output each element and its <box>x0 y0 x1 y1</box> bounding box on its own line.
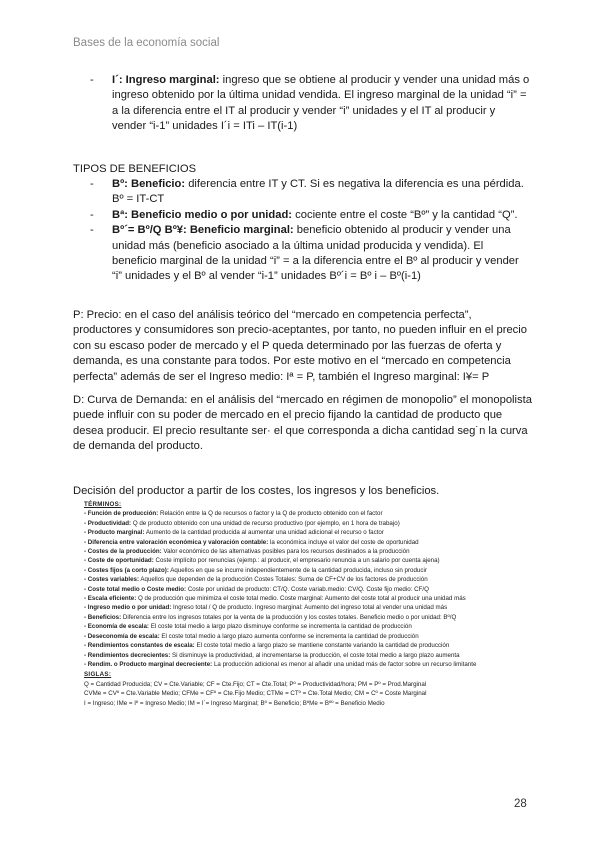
term-row <box>84 651 534 660</box>
bullet-dash: - <box>90 224 94 237</box>
term-text: Valor económico de las alternativas posibles para los recursos destinados a la producción <box>161 548 410 556</box>
term-text: El coste total medio a largo plazo aumenta conforme se incrementa la cantidad de producción <box>159 632 419 640</box>
term-text: Q de producto obtenido con una unidad de recurso productivo (por ejemplo, en 1 hora de trabajo) <box>131 519 400 527</box>
list-item <box>90 223 530 285</box>
term-row <box>84 556 534 565</box>
term-label: - Función de producción: <box>84 510 159 518</box>
term-label: - Producto marginal: <box>84 529 145 537</box>
term-label: - Escala eficiente: <box>84 595 137 603</box>
section-heading: TIPOS DE BENEFICIOS <box>73 163 197 175</box>
term-text: Coste implícito por renuncias (ejemp.: al producir, el empresario renuncia a un salario por cuenta ajena) <box>153 557 440 565</box>
term-row <box>84 519 534 528</box>
term-text: La producción adicional es menor al añadir una unidad más de factor sobre un recurso limitante <box>212 660 477 668</box>
term-row <box>84 585 534 594</box>
term-definition: cociente entre el coste “Bº” y la cantidad “Q”. <box>292 208 518 221</box>
term-row <box>84 632 534 641</box>
term-text: Q de producción que minimiza el coste total medio. Coste marginal: Aumento del coste total al producir una unidad más <box>136 595 466 603</box>
term-label: Bº´= Bº/Q Bº¥: Beneficio marginal: <box>112 224 294 237</box>
running-header: Bases de la economía social <box>73 37 220 49</box>
term-text: Coste por unidad de producto: CT/Q. Coste variab.medio: CV/Q. Coste fijo medio: CF/Q <box>186 585 429 593</box>
siglas-heading: SIGLAS: <box>84 671 112 679</box>
term-label: - Costes fijos (a corto plazo): <box>84 566 169 574</box>
term-row <box>84 547 534 556</box>
term-label: - Costes variables: <box>84 576 140 584</box>
precio-paragraph: P: Precio: en el caso del análisis teórico del “mercado en competencia perfecta”, productores y consumidores son precio-aceptantes, por tanto, no pueden influir en el precio con su escaso poder de mercado y el P queda determinado por las fuerzas de oferta y demanda, es una constante para todos. Por este motivo en el “mercado en competencia perfecta” además de ser el Ingreso medio: Iª = P, también el Ingreso marginal: I¥= P <box>73 309 527 383</box>
term-label: - Rendimientos decrecientes: <box>84 651 171 659</box>
term-text: Aquellos en que se incurre independientemente de la cantidad producida, incluso sin producir <box>168 566 427 574</box>
term-row <box>84 594 534 603</box>
term-text: El coste total medio a largo plazo se mantiene constante variando la cantidad de producción <box>194 642 450 650</box>
term-label: - Rendimientos constantes de escala: <box>84 642 195 650</box>
term-text: Ingreso total / Q de producto. Ingreso marginal: Aumento del ingreso total al vender una unidad más <box>171 604 448 612</box>
bullet-dash: - <box>90 74 94 86</box>
decision-title: Decisión del productor a partir de los costes, los ingresos y los beneficios. <box>73 485 440 497</box>
term-label: I´: Ingreso marginal: <box>112 74 220 86</box>
term-label: - Coste de oportunidad: <box>84 557 154 565</box>
term-label: - Productividad: <box>84 519 132 527</box>
term-row <box>84 509 534 518</box>
term-row <box>84 528 534 537</box>
sigla-row: Q = Cantidad Producida; CV = Cte.Variable; CF = Cte.Fijo; CT = Cte.Total; Pº = Productividad/hora; PM = Pº = Prod.Marginal <box>84 680 427 688</box>
sigla-row: I = Ingreso; IMe = Iº = Ingreso Medio; IM = I´= Ingreso Marginal; Bº = Beneficio; BºMe = Bºº = Beneficio Medio <box>84 699 385 707</box>
term-text: Aumento de la cantidad producida al aumentar una unidad adicional el recurso o factor <box>144 529 384 537</box>
term-label: - Coste total medio o Coste medio: <box>84 585 187 593</box>
term-label: - Beneficios: <box>84 613 122 621</box>
term-definition: diferencia entre IT y CT. Si es negativa la diferencia es una pérdida. Bº = IT-CT <box>112 178 524 206</box>
terminos-heading: TÉRMINOS: <box>84 501 122 508</box>
term-row <box>84 575 534 584</box>
term-row <box>84 641 534 650</box>
term-label: - Rendim. o Producto marginal decreciente: <box>84 660 213 668</box>
term-text: Relación entre la Q de recursos o factor y la Q de producto obtenido con el factor <box>158 510 383 518</box>
term-label: - Diferencia entre valoración económica y valoración contable: <box>84 538 269 546</box>
beneficios-list <box>90 177 530 285</box>
bullet-dash: - <box>90 178 94 190</box>
page-number: 28 <box>514 798 527 810</box>
list-item <box>90 177 530 208</box>
demanda-paragraph: D: Curva de Demanda: en el análisis del “mercado en régimen de monopolio” el monopolista puede influir con su poder de mercado en el precio fijando la cantidad de producto que desea producir. El precio resultante ser· el que corresponda a dicha cantidad seg˙n la curva de demanda del producto. <box>73 394 532 453</box>
term-row <box>84 566 534 575</box>
ingreso-marginal-item <box>90 73 530 135</box>
bullet-dash: - <box>90 208 94 221</box>
term-label: - Ingreso medio o por unidad: <box>84 604 172 612</box>
term-text: Si disminuye la productividad, al incrementarse la producción, el coste total medio a largo plazo aumenta <box>170 651 460 659</box>
term-definition: ingreso que se obtiene al producir y vender una unidad más o ingreso obtenido por la última unidad vendida. El ingreso marginal de la unidad “i” = a la diferencia entre el IT al producir y vender “i” unidades y el IT al producir y vender “i-1” unidades I´i = ITi – IT(i-1) <box>112 74 530 133</box>
terms-figure <box>84 500 534 708</box>
term-row <box>84 538 534 547</box>
term-definition: beneficio obtenido al producir y vender una unidad más (beneficio asociado a la última unidad producida y vendida). El beneficio marginal de la unidad “i” = a la diferencia entre el Bº al producir y vender “i” unidades y el Bº al vender “i-1” unidades Bº´i = Bº i – Bº(i-1) <box>112 224 519 283</box>
term-text: Diferencia entre los ingresos totales por la venta de la producción y los costes totales. Beneficio medio o por unidad: Bº/Q <box>121 613 457 621</box>
term-label: - Costes de la producción: <box>84 548 162 556</box>
term-row <box>84 660 534 669</box>
sigla-row: CVMe = CVº = Cte.Variable Medio; CFMe = CFº = Cte.Fijo Medio; CTMe = CTº = Cte.Total Medio; CM = Cº = Coste Marginal <box>84 690 427 698</box>
term-label: Bª: Beneficio medio o por unidad: <box>112 208 293 221</box>
term-row <box>84 622 534 631</box>
term-row <box>84 603 534 612</box>
term-text: Aquellos que dependen de la producción Costes Totales: Suma de CF+CV de los factores de producción <box>139 576 428 584</box>
term-text: la económica incluye el valor del coste de oportunidad <box>268 538 419 546</box>
term-label: Bº: Beneficio: <box>112 178 186 190</box>
list-item <box>90 208 530 223</box>
term-text: El coste total medio a largo plazo disminuye conforme se incrementa la cantidad de producción <box>149 623 412 631</box>
term-row <box>84 613 534 622</box>
term-label: - Economía de escala: <box>84 623 149 631</box>
term-label: - Deseconomía de escala: <box>84 632 160 640</box>
